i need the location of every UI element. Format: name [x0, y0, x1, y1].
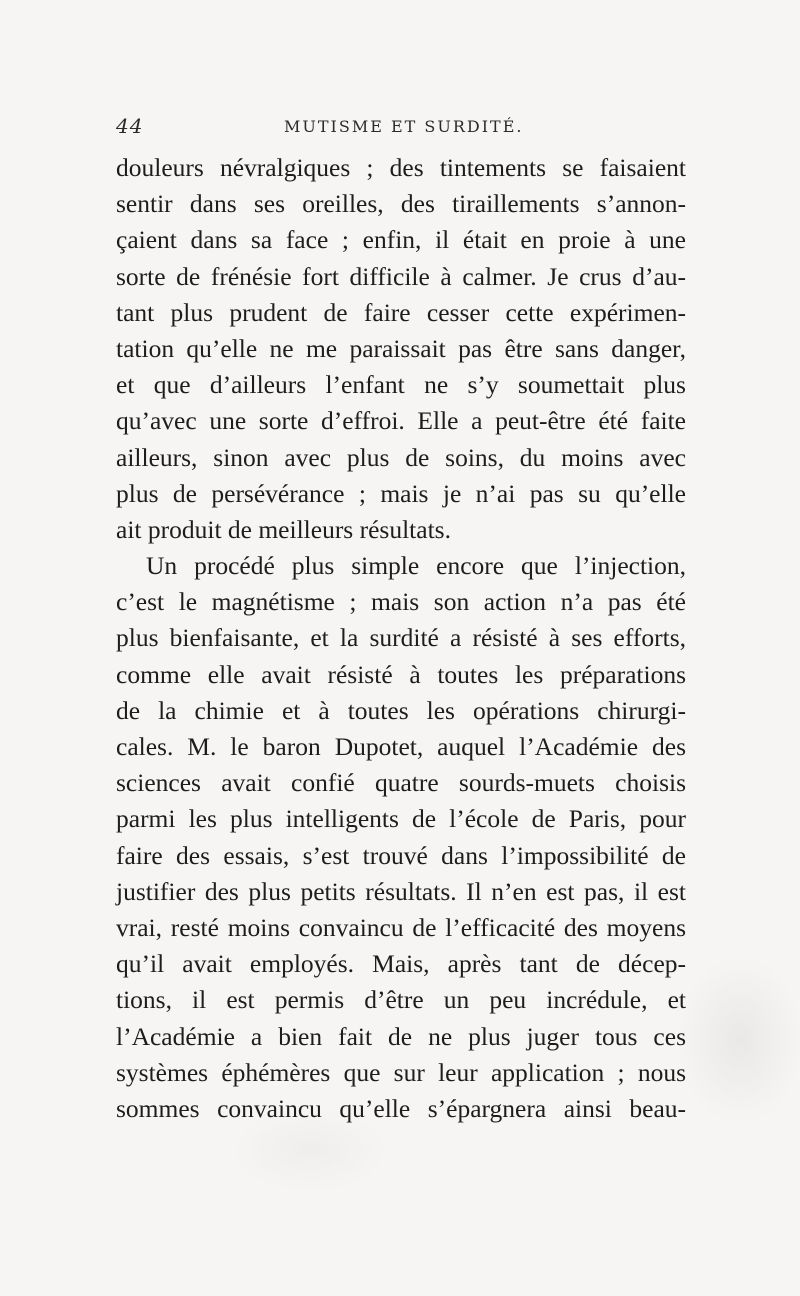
text-line: c’est le magnétisme ; mais son action n’a pas été — [116, 587, 686, 617]
text-line: ait produit de meilleurs résultats. — [116, 514, 451, 544]
text-line: Un procédé plus simple encore que l’injection, — [146, 551, 686, 581]
text-line: justifier des plus petits résultats. Il n’en est pas, il est — [116, 876, 686, 906]
text-line: vrai, resté moins convaincu de l’efficacité des moyens — [116, 912, 686, 942]
text-line: plus de persévérance ; mais je n’ai pas su qu’elle — [116, 478, 686, 508]
text-line: sciences avait confié quatre sourds-muets choisis — [116, 768, 686, 798]
text-line: parmi les plus intelligents de l’école de Paris, pour — [116, 804, 686, 834]
text-line: tions, il est permis d’être un peu incrédule, et — [116, 985, 686, 1015]
text-line: sentir dans ses oreilles, des tiraillements s’annon- — [116, 189, 686, 219]
text-line: douleurs névralgiques ; des tintements se faisaient — [116, 153, 686, 182]
text-line: comme elle avait résisté à toutes les préparations — [116, 659, 686, 689]
text-line: plus bienfaisante, et la surdité a résisté à ses efforts, — [116, 623, 686, 653]
text-line: l’Académie a bien fait de ne plus juger tous ces — [116, 1021, 686, 1051]
text-line: sorte de frénésie fort difficile à calmer. Je crus d’au- — [116, 261, 686, 291]
text-line: çaient dans sa face ; enfin, il était en proie à une — [116, 225, 686, 255]
text-line: tant plus prudent de faire cesser cette expérimen- — [116, 297, 686, 327]
text-line: sommes convaincu qu’elle s’épargnera ainsi beau- — [116, 1093, 686, 1123]
text-line: cales. M. le baron Dupotet, auquel l’Académie des — [116, 732, 686, 761]
body-text — [116, 150, 686, 1127]
page-header — [116, 114, 686, 138]
text-line: tation qu’elle ne me paraissait pas être sans danger, — [116, 333, 686, 363]
text-line: systèmes éphémères que sur leur application ; nous — [116, 1057, 686, 1087]
paragraph — [116, 548, 686, 1127]
text-line: de la chimie et à toutes les opérations chirurgi- — [116, 695, 686, 725]
text-line: faire des essais, s’est trouvé dans l’impossibilité de — [116, 840, 686, 870]
text-line: ailleurs, sinon avec plus de soins, du moins avec — [116, 442, 686, 472]
text-line: et que d’ailleurs l’enfant ne s’y soumettait plus — [116, 370, 686, 400]
running-title: MUTISME ET SURDITÉ. — [284, 117, 524, 136]
page-number: 44 — [116, 114, 144, 138]
paragraph — [116, 150, 686, 548]
text-line: qu’avec une sorte d’effroi. Elle a peut-être été faite — [116, 406, 686, 436]
text-line: qu’il avait employés. Mais, après tant de décep- — [116, 949, 686, 979]
